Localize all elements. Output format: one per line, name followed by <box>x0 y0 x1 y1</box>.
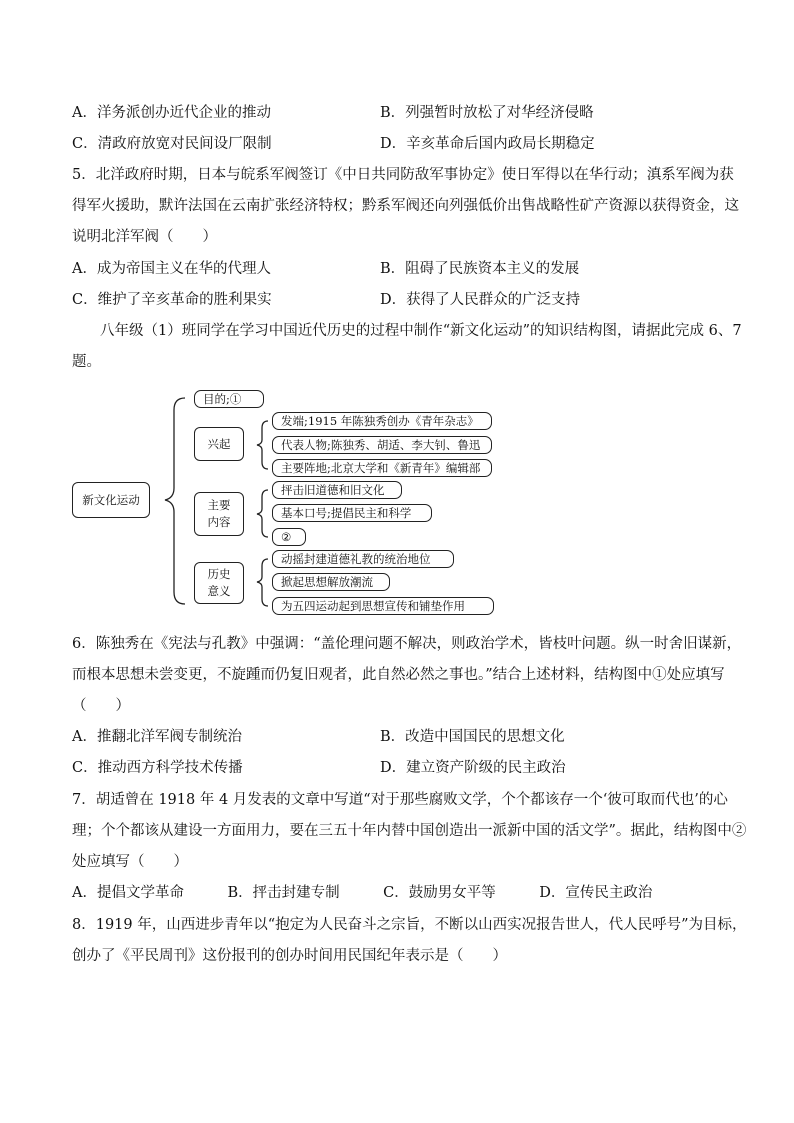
meaning-item-3-text: 为五四运动起到思想宣传和铺垫作用 <box>281 599 465 613</box>
q5-stem-line-1: 5．北洋政府时期，日本与皖系军阀签订《中日共同防敌军事协定》使日军得以在华行动；滇系军阀为获 <box>72 167 734 183</box>
content-item-2-text: 基本口号;提倡民主和科学 <box>281 506 412 520</box>
q5-option-a: A．成为帝国主义在华的代理人 <box>72 261 271 277</box>
meaning-brace <box>257 559 268 606</box>
content-item-2 <box>272 504 432 522</box>
rise-item-1-text: 发端;1915 年陈独秀创办《青年杂志》 <box>281 414 479 428</box>
q5-option-b: B．阻碍了民族资本主义的发展 <box>380 261 580 277</box>
content-item-1 <box>272 481 402 499</box>
q7-stem-line-1: 7．胡适曾在 1918 年 4 月发表的文章中写道“对于那些腐败文学，个个都该存一个‘彼可取而代也’的心 <box>72 792 728 808</box>
q4-option-a: A．洋务派创办近代企业的推动 <box>72 105 271 121</box>
goal-label: 目的;① <box>203 392 242 406</box>
content-label-2: 内容 <box>207 515 231 529</box>
main-brace <box>165 398 185 604</box>
content-node <box>194 492 244 536</box>
q7-stem-line-2: 理；个个都该从建设一方面用力，要在三五十年内替中国创造出一派新中国的活文学”。据此，结构图中② <box>72 823 747 839</box>
q5-option-c: C．维护了辛亥革命的胜利果实 <box>72 292 272 308</box>
goal-node <box>194 390 264 408</box>
q5-stem-line-2: 得军火援助，默许法国在云南扩张经济特权；黔系军阀还向列强低价出售战略性矿产资源以获得资金，这 <box>72 198 739 214</box>
meaning-item-2-text: 掀起思想解放潮流 <box>281 575 373 589</box>
root-label: 新文化运动 <box>82 493 140 507</box>
content-brace <box>257 490 268 537</box>
q4-option-c: C．清政府放宽对民间设厂限制 <box>72 136 272 152</box>
q6-stem-line-2: 而根本思想未尝变更，不旋踵而仍复旧观者，此自然必然之事也。”结合上述材料，结构图中①处应填写 <box>72 667 725 683</box>
rise-item-2 <box>272 436 492 454</box>
q5-option-d: D．获得了人民群众的广泛支持 <box>380 292 581 308</box>
q6-option-c: C．推动西方科学技术传播 <box>72 760 243 776</box>
content-item-3-text: ② <box>281 530 292 544</box>
intro-line-1: 八年级（1）班同学在学习中国近代历史的过程中制作“新文化运动”的知识结构图，请据此完成 6、7 <box>100 323 742 339</box>
content-item-3 <box>272 528 306 546</box>
rise-label: 兴起 <box>207 437 231 451</box>
rise-item-2-text: 代表人物;陈独秀、胡适、李大钊、鲁迅 <box>281 438 481 452</box>
rise-item-1 <box>272 412 492 430</box>
meaning-item-1-text: 动摇封建道德礼教的统治地位 <box>281 552 431 566</box>
q7-stem-line-3: 处应填写（ ） <box>72 854 188 870</box>
meaning-item-1 <box>272 550 454 568</box>
q7-options: A．提倡文学革命 B．抨击封建专制 C．鼓励男女平等 D．宣传民主政治 <box>72 885 653 901</box>
rise-node <box>194 427 244 461</box>
q4-option-b: B．列强暂时放松了对华经济侵略 <box>380 105 594 121</box>
meaning-item-3 <box>272 597 494 615</box>
q8-stem-line-1: 8．1919 年，山西进步青年以“抱定为人民奋斗之宗旨，不断以山西实况报告世人，代人民呼号”为目标， <box>72 917 747 933</box>
meaning-label-2: 意义 <box>207 584 231 598</box>
rise-item-3 <box>272 459 492 477</box>
meaning-node <box>194 562 244 604</box>
q8-stem-line-2: 创办了《平民周刊》这份报刊的创办时间用民国纪年表示是（ ） <box>72 948 507 964</box>
q5-stem-line-3: 说明北洋军阀（ ） <box>72 229 217 245</box>
q6-option-d: D．建立资产阶级的民主政治 <box>380 760 566 776</box>
intro-line-2: 题。 <box>72 354 101 370</box>
q6-option-b: B．改造中国国民的思想文化 <box>380 729 565 745</box>
content-label-1: 主要 <box>207 498 231 512</box>
q6-stem-line-1: 6．陈独秀在《宪法与孔教》中强调：“盖伦理问题不解决，则政治学术，皆枝叶问题。纵一时舍旧谋新， <box>72 636 742 652</box>
rise-brace <box>257 421 268 469</box>
q6-stem-line-3: （ ） <box>72 698 130 714</box>
meaning-item-2 <box>272 573 390 591</box>
meaning-label-1: 历史 <box>207 567 231 581</box>
content-item-1-text: 抨击旧道德和旧文化 <box>281 483 385 497</box>
q4-option-d: D．辛亥革命后国内政局长期稳定 <box>380 136 595 152</box>
rise-item-3-text: 主要阵地;北京大学和《新青年》编辑部 <box>281 461 481 475</box>
root-node <box>72 482 150 518</box>
q6-option-a: A．推翻北洋军阀专制统治 <box>72 729 242 745</box>
